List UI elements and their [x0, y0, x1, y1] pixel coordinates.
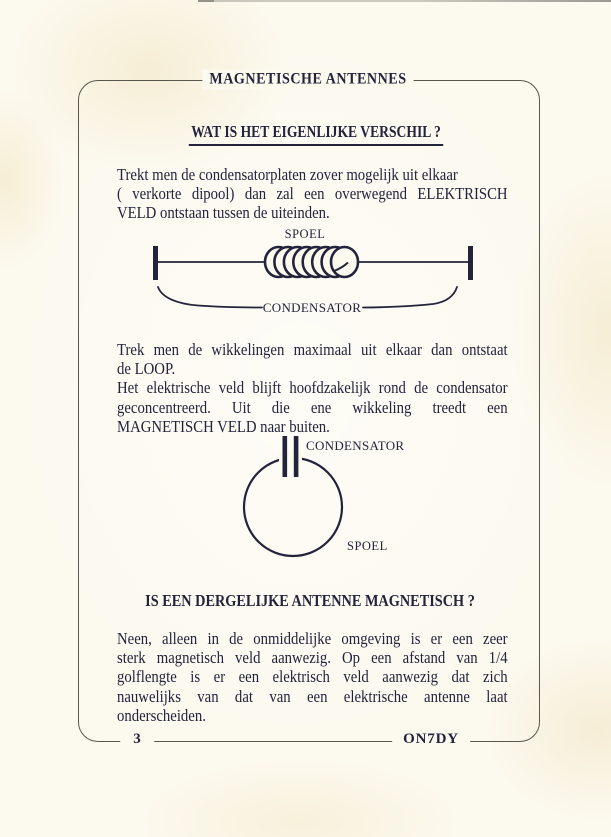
dipole-coil-diagram	[90, 224, 520, 324]
text-line: Trek men de wikkelingen maximaal uit elkaar dan ontstaat	[117, 340, 508, 359]
condensator-label-dipole: CONDENSATOR	[262, 300, 362, 315]
coil-windings-icon	[265, 247, 358, 277]
text-line: nauwelijks van dat van een elektrische antenne laat	[117, 686, 508, 706]
spoel-label-dipole: SPOEL	[284, 227, 326, 241]
paragraph-dipool	[117, 165, 508, 223]
dipole-end-bar-left	[153, 246, 158, 280]
condensator-label-loop: CONDENSATOR	[306, 438, 405, 453]
loop-gap-mask	[279, 451, 302, 465]
page-number: 3	[120, 730, 154, 749]
paragraph-magnetisch	[117, 629, 508, 725]
text-line: Trekt men de condensatorplaten zover mogelijk uit elkaar	[117, 165, 458, 184]
text-line: sterk magnetisch veld aanwezig. Op een afstand van 1/4	[117, 648, 508, 668]
section-heading-verschil: WAT IS HET EIGENLIJKE VERSCHIL ?	[189, 122, 443, 146]
loop-circle	[244, 458, 342, 556]
loop-antenna-diagram	[228, 428, 428, 568]
text-line: golflengte is er een elektrisch veld aanwezig dat zich	[117, 667, 508, 687]
text-line: VELD ontstaan tussen de uiteinden.	[117, 203, 330, 223]
text-line: ( verkorte dipool) dan zal een overwegend ELEKTRISCH	[117, 184, 508, 204]
spoel-label-loop: SPOEL	[347, 539, 388, 553]
scan-edge-artifact	[198, 0, 611, 2]
text-line: onderscheiden.	[117, 705, 206, 725]
text-line: Het elektrische veld blijft hoofdzakelijk rond de condensator	[117, 378, 508, 398]
callsign: ON7DY	[392, 730, 470, 749]
text-line: geconcentreerd. Uit die ene wikkeling treedt een	[117, 397, 508, 417]
paragraph-loop	[117, 340, 508, 436]
dipole-end-bar-right	[468, 246, 473, 280]
text-line: MAGNETISCH VELD naar buiten.	[117, 416, 330, 436]
text-line: Neen, alleen in de onmiddelijke omgeving is er een zeer	[117, 629, 508, 648]
section-heading-magnetisch: IS EEN DERGELIJKE ANTENNE MAGNETISCH ?	[145, 591, 475, 610]
text-line: de LOOP.	[117, 359, 176, 379]
page-title: MAGNETISCHE ANTENNES	[202, 70, 413, 90]
